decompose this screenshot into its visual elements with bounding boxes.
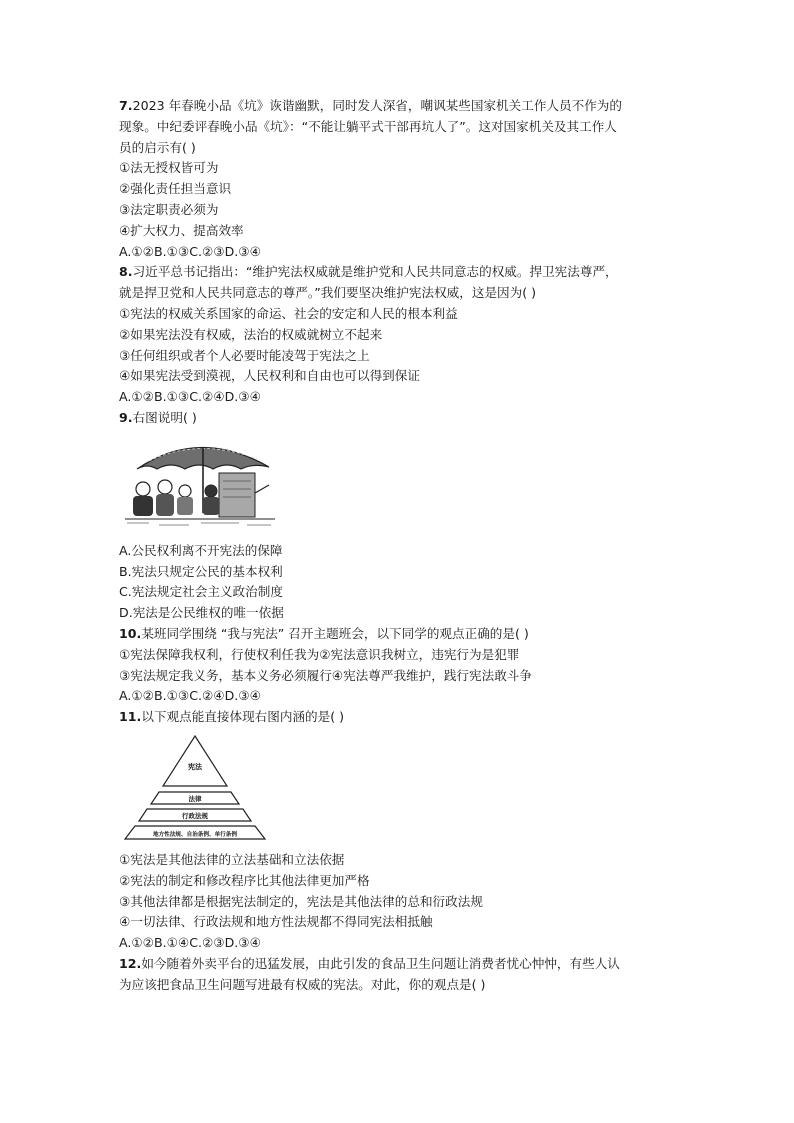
- question-11: [119, 707, 679, 954]
- question-stem: 现象。中纪委评春晚小品《坑》：“不能让躺平式干部再坑人了”。这对国家机关及其工作人: [119, 118, 617, 134]
- statement-item: ①宪法保障我权利，行使权利任我为②宪法意识我树立，违宪行为是犯罪: [119, 646, 520, 662]
- pyramid-level-law: 法律: [188, 794, 202, 803]
- question-stem: 为应该把食品卫生问题写进最有权威的宪法。对此，你的观点是( ): [119, 976, 486, 992]
- question-number: 9.: [119, 409, 133, 425]
- statement-item: ②强化责任担当意识: [119, 181, 232, 197]
- choice-item: D.宪法是公民维权的唯一依据: [119, 605, 284, 621]
- statement-item: ①法无授权皆可为: [119, 160, 219, 176]
- question-stem: 2023 年春晚小品《坑》诙谐幽默，同时发人深省，嘲讽某些国家机关工作人员不作为的: [132, 98, 622, 113]
- question-number: 11.: [119, 709, 142, 725]
- choice-item: A.公民权利离不开宪法的保障: [119, 542, 283, 558]
- answer-options: A.①②B.①③C.②③D.③④: [119, 243, 261, 259]
- question-list: [119, 96, 679, 996]
- answer-options: A.①②B.①③C.②④D.③④: [119, 389, 261, 405]
- question-number: 7.: [119, 98, 133, 113]
- umbrella-cartoon-image: [119, 433, 281, 535]
- statement-item: ④一切法律、行政法规和地方性法规都不得同宪法相抵触: [119, 914, 433, 930]
- question-number: 8.: [119, 264, 133, 280]
- statement-item: ③任何组织或者个人必要时能凌驾于宪法之上: [119, 347, 370, 363]
- question-stem: 右图说明( ): [132, 409, 197, 425]
- question-stem: 习近平总书记指出：“维护宪法权威就是维护党和人民共同意志的权威。捍卫宪法尊严，: [132, 264, 618, 280]
- question-stem: 就是捍卫党和人民共同意志的尊严。”我们要坚决维护宪法权威，这是因为( ): [119, 285, 537, 301]
- statement-item: ①宪法的权威关系国家的命运、社会的安定和人民的根本利益: [119, 305, 458, 321]
- question-number: 12.: [119, 955, 142, 971]
- answer-options: A.①②B.①④C.②③D.③④: [119, 935, 261, 951]
- question-9: [119, 408, 679, 624]
- question-stem: 以下观点能直接体现右图内涵的是( ): [141, 709, 345, 725]
- question-7: [119, 96, 679, 262]
- statement-item: ④扩大权力、提高效率: [119, 222, 244, 238]
- pyramid-level-admin-regulations: 行政法规: [182, 811, 208, 820]
- question-12: [119, 954, 679, 996]
- statement-item: ②宪法的制定和修改程序比其他法律更加严格: [119, 872, 370, 888]
- question-number: 10.: [119, 625, 142, 641]
- question-stem: 员的启示有( ): [119, 139, 196, 155]
- question-stem: 如今随着外卖平台的迅猛发展，由此引发的食品卫生问题让消费者忧心忡忡，有些人认: [141, 955, 620, 971]
- question-8: [119, 262, 679, 408]
- question-10: [119, 624, 679, 707]
- statement-item: ③法定职责必须为: [119, 201, 219, 217]
- statement-item: ③宪法规定我义务，基本义务必须履行④宪法尊严我维护，践行宪法敢斗争: [119, 667, 532, 683]
- choice-item: C.宪法规定社会主义政治制度: [119, 584, 283, 600]
- pyramid-level-local-regulations: 地方性法规、自治条例、单行条例: [153, 831, 237, 838]
- statement-item: ①宪法是其他法律的立法基础和立法依据: [119, 851, 345, 867]
- law-pyramid-diagram: [119, 732, 271, 844]
- statement-item: ②如果宪法没有权威，法治的权威就树立不起来: [119, 326, 383, 342]
- pyramid-level-constitution: 宪法: [188, 762, 202, 771]
- statement-item: ③其他法律都是根据宪法制定的，宪法是其他法律的总和衍政法规: [119, 893, 483, 909]
- question-stem: 某班同学围绕 “我与宪法” 召开主题班会，以下同学的观点正确的是( ): [141, 625, 529, 641]
- answer-options: A.①②B.①③C.②④D.③④: [119, 688, 261, 704]
- choice-item: B.宪法只规定公民的基本权利: [119, 563, 283, 579]
- statement-item: ④如果宪法受到漠视，人民权利和自由也可以得到保证: [119, 368, 420, 384]
